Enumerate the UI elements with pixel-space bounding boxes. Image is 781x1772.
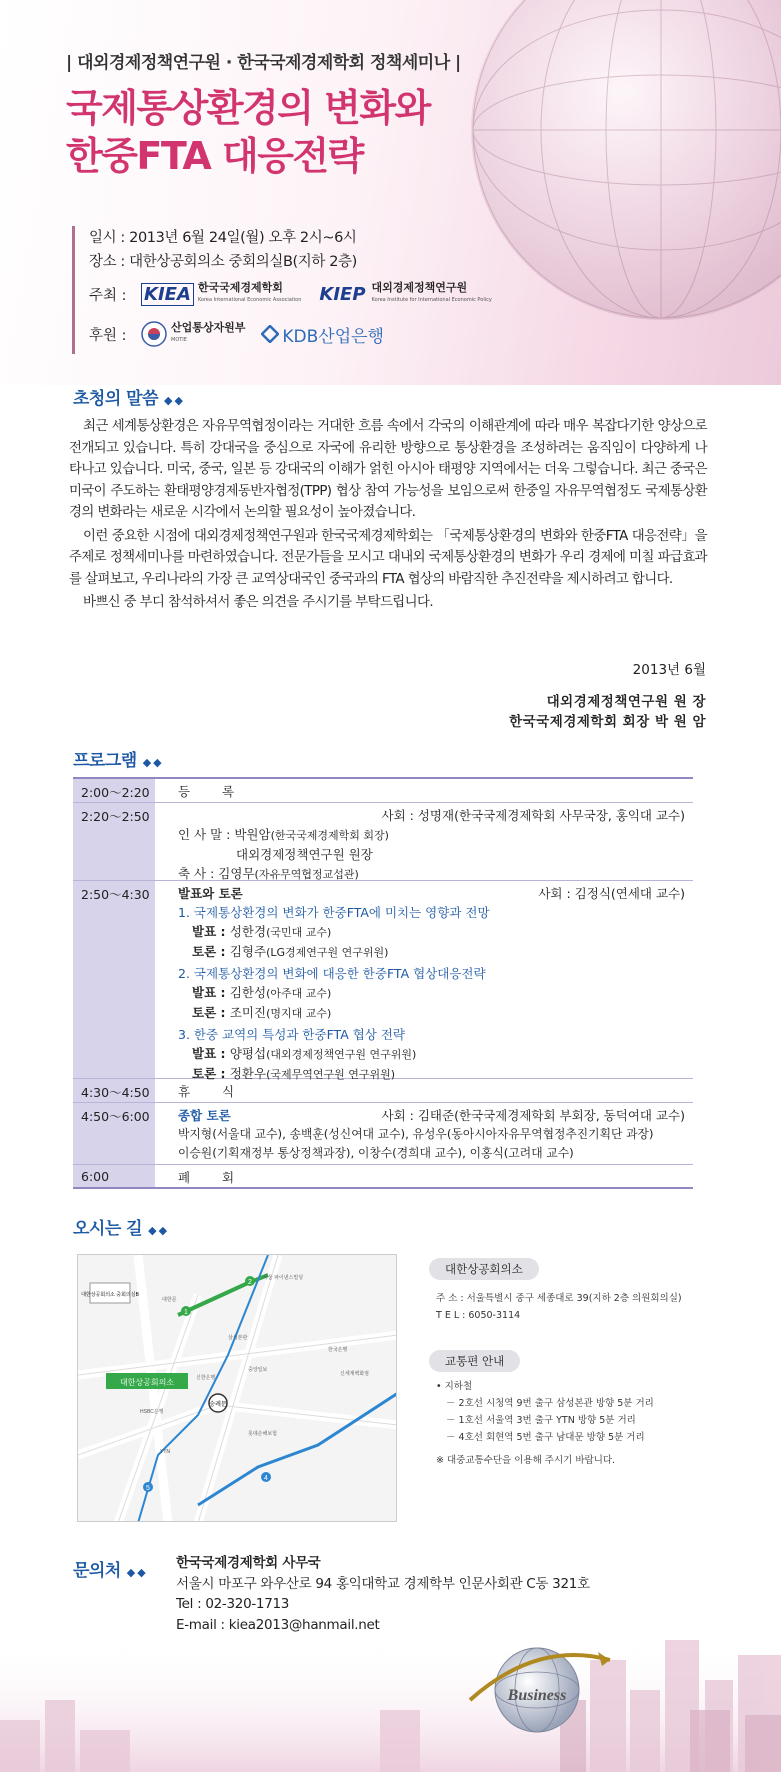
map-bldg-9: 신한은행 xyxy=(196,1375,216,1381)
panelists-line-1: 박지형(서울대 교수), 송백훈(성신여대 교수), 유성우(동아시아자유무역협정추진기획단 과장) xyxy=(178,1127,654,1141)
program-row: 2:50～4:30 발표와 토론 사회 : 김정식(연세대 교수) 1. 국제통상환경의 변화가 한중FTA에 미치는 영향과 전망 발표 : 성한경(국민대 교수) 토론 : 김형주(LG경제연구원 연구위원) 2. 국제통상환경의 변화에 대응한 한중FTA 협상대응전략 발표 : 김한성(아주대 교수) 토론 : 조미진(명지대 교수) 3. 한중 교역의 특성과 한중FTA 협상 전략 발표 : 양평섭(대외경제정책연구원 연구위원) 토론 : 정환우(국제무역연구원 연구위원) xyxy=(73,881,693,1079)
map-bldg-2: 한국은행 xyxy=(328,1347,348,1353)
event-venue: 장소 : 대한상공회의소 중회의실B(지하 2층) xyxy=(89,254,357,270)
topic-3-title: 3. 한중 교역의 특성과 한중FTA 협상 전략 xyxy=(178,1027,406,1042)
motie-emblem-icon xyxy=(141,321,167,347)
title-line-1: 국제통상환경의 변화와 xyxy=(66,86,430,130)
transit-pill: 교통편 안내 xyxy=(429,1350,520,1372)
signer-1: 대외경제정책연구원 원 장 xyxy=(546,694,706,710)
program-row: 2:20～2:50 사회 : 성명재(한국국제경제학회 사무국장, 홍익대 교수) 인 사 말 : 박원암(한국국제경제학회 회장) 대외경제정책연구원 원장 축 사 : 김영무(자유무역협정교섭관) xyxy=(73,803,693,881)
program-time: 4:50～6:00 xyxy=(73,1103,155,1164)
program-title: 휴 식 xyxy=(178,1084,249,1099)
kiep-mark: KIEP xyxy=(319,283,366,305)
program-row xyxy=(73,1103,693,1165)
program-table xyxy=(73,777,693,1189)
globe-grid-lines xyxy=(471,0,781,320)
event-date: 일시 : 2013년 6월 24일(월) 오후 2시~6시 xyxy=(89,230,357,246)
greeter-1: 박원암 xyxy=(234,827,271,842)
directions-heading: 오시는 길 ◆◆ xyxy=(73,1219,170,1239)
motie-name: 산업통상자원부 xyxy=(171,321,246,334)
page-title xyxy=(66,84,430,180)
program-time: 2:20～2:50 xyxy=(73,803,155,880)
seminar-subtitle: | 대외경제정책연구원 · 한국국제경제학회 정책세미나 | xyxy=(66,53,461,73)
invitation-paragraph-2: 이런 중요한 시점에 대외경제정책연구원과 한국국제경제학회는 「국제통상환경의 변화와 한중FTA 대응전략」을 주제로 정책세미나를 마련하였습니다. 전문가들을 모시고 대내외 국제통상환경의 변화가 우리 경제에 미칠 파급효과를 살펴보고, 우리나라의 가장 큰 교역상대국인 중국과의 FTA 협상의 바람직한 추진전략을 제시하려고 합니다. xyxy=(69,528,707,587)
program-moderator: 사회 : 성명재(한국국제경제학회 사무국장, 홍익대 교수) xyxy=(381,808,685,823)
program-time: 2:50～4:30 xyxy=(73,881,155,1078)
invitation-date: 2013년 6월 xyxy=(632,662,706,678)
greeter-2: 대외경제정책연구원 원장 xyxy=(236,847,373,862)
kiea-logo xyxy=(141,282,301,306)
signer-2: 한국국제경제학회 회장 박 원 암 xyxy=(509,714,706,730)
invitation-body xyxy=(69,416,707,614)
program-moderator: 사회 : 김태준(한국국제경제학회 부회장, 동덕여대 교수) xyxy=(381,1108,685,1123)
map-bldg-10: 중앙일보 xyxy=(248,1367,268,1373)
transit-info: • 지하철 － 2호선 시청역 9번 출구 삼성본관 방향 5분 거리 － 1호선 서울역 3번 출구 YTN 방향 5분 거리 － 4호선 회현역 5번 출구 남대문 방향 5분 거리 ※ 대중교통수단을 이용해 주시기 바랍니다. xyxy=(436,1381,654,1466)
header-banner xyxy=(0,0,781,385)
map-bldg-6: HSBC은행 xyxy=(140,1409,164,1415)
congrats-speaker: 김영무 xyxy=(218,866,255,881)
map-bldg-1: 서울 파이낸스빌딩 xyxy=(263,1275,304,1281)
program-title: 발표와 토론 xyxy=(178,886,243,901)
globe-word: Business xyxy=(507,1687,567,1704)
map-venue-label: 대한상공회의소 xyxy=(119,1378,175,1387)
panelists-line-2: 이승원(기획재정부 통상정책과장), 이창수(경희대 교수), 이홍식(고려대 교수) xyxy=(178,1146,574,1160)
sponsor-row xyxy=(89,314,508,354)
map-line4-marker: 4 xyxy=(264,1475,268,1482)
program-title: 등 록 xyxy=(178,784,249,799)
invitation-heading: 초청의 말씀 ◆◆ xyxy=(73,389,185,409)
kiea-name: 한국국제경제학회 xyxy=(197,281,283,294)
kdb-name: KDB산업은행 xyxy=(282,326,384,347)
program-row xyxy=(73,779,693,803)
contact-heading: 문의처 ◆◆ xyxy=(73,1561,148,1581)
program-title: 종합 토론 xyxy=(178,1108,231,1123)
venue-pill: 대한상공회의소 xyxy=(429,1258,539,1280)
contact-address: 서울시 마포구 와우산로 94 홍익대학교 경제학부 인문사회관 C동 321호 xyxy=(176,1575,590,1592)
program-time: 4:30～4:50 xyxy=(73,1079,155,1102)
kiep-sub: Korea Institute for International Economic Policy xyxy=(371,297,492,303)
map-bldg-5: YTN xyxy=(160,1449,170,1455)
sponsor-label: 후원 : xyxy=(89,327,127,344)
kdb-logo xyxy=(261,322,384,347)
invitation-paragraph-1: 최근 세계통상환경은 자유무역협정이라는 거대한 흐름 속에서 각국의 이해관계에 따라 매우 복잡다기한 양상으로 전개되고 있습니다. 특히 강대국을 중심으로 자국에 유리한 방향으로 통상환경을 조성하려는 움직임이 다양하게 나타나고 있습니다. 미국, 중국, 일본 등 강대국의 이해가 얽힌 아시아 태평양 지역에서는 더욱 그렇습니다. 최근 중국은 미국이 주도하는 환태평양경제동반자협정(TPP) 협상 참여 가능성을 보임으로써 한중일 자유무역협정도 국제통상환경의 변화라는 새로운 시각에서 논의할 필요성이 높아졌습니다. xyxy=(69,419,707,520)
title-line-2: 한중FTA 대응전략 xyxy=(66,134,363,178)
map-station-label: 숭례문 xyxy=(209,1402,227,1408)
motie-logo xyxy=(141,321,245,347)
program-row xyxy=(73,1079,693,1103)
city-skyline-graphic xyxy=(0,1600,781,1772)
invitation-paragraph-3: 바쁘신 중 부디 참석하셔서 좋은 의견을 주시기를 부탁드립니다. xyxy=(83,595,433,610)
contact-email[interactable]: E-mail : kiea2013@hanmail.net xyxy=(176,1616,380,1633)
host-row xyxy=(89,274,508,314)
contact-tel: Tel : 02-320-1713 xyxy=(176,1596,290,1612)
program-row xyxy=(73,1165,693,1189)
map-line5-marker: 5 xyxy=(146,1485,150,1492)
program-time: 2:00～2:20 xyxy=(73,779,155,802)
location-map xyxy=(77,1254,397,1522)
map-line1-marker: 1 xyxy=(184,1309,188,1316)
event-info xyxy=(72,226,508,354)
program-time: 6:00 xyxy=(73,1165,155,1187)
map-drawing xyxy=(78,1255,397,1522)
map-bldg-3: 신세계백화점 xyxy=(340,1371,369,1377)
topic-2-title: 2. 국제통상환경의 변화에 대응한 한중FTA 협상대응전략 xyxy=(178,966,486,981)
contact-org: 한국국제경제학회 사무국 xyxy=(176,1555,321,1571)
map-bldg-4: 롯데손해보험 xyxy=(248,1431,277,1437)
map-callout: 대한상공회의소 중회의실B xyxy=(81,1292,139,1298)
program-moderator: 사회 : 김정식(연세대 교수) xyxy=(538,886,685,901)
host-label: 주최 : xyxy=(89,287,127,304)
kdb-mark-icon xyxy=(261,325,279,343)
kiep-name: 대외경제정책연구원 xyxy=(371,281,468,294)
map-bldg-8: 삼성본관 xyxy=(228,1335,248,1341)
program-heading: 프로그램 ◆◆ xyxy=(73,751,164,771)
kiep-logo xyxy=(317,282,491,306)
map-line2-marker: 2 xyxy=(248,1279,252,1286)
kiea-mark: KIEA xyxy=(141,283,194,306)
map-bldg-7: 대한문 xyxy=(162,1297,177,1303)
topic-1-title: 1. 국제통상환경의 변화가 한중FTA에 미치는 영향과 전망 xyxy=(178,905,490,920)
kiea-sub: Korea International Economic Association xyxy=(197,297,302,303)
program-title: 폐 회 xyxy=(178,1170,249,1185)
venue-address: 주 소 : 서울특별시 중구 세종대로 39(지하 2층 의원회의실) T E L : 6050-3114 xyxy=(436,1293,682,1321)
motie-sub: MOTIE xyxy=(171,337,187,343)
